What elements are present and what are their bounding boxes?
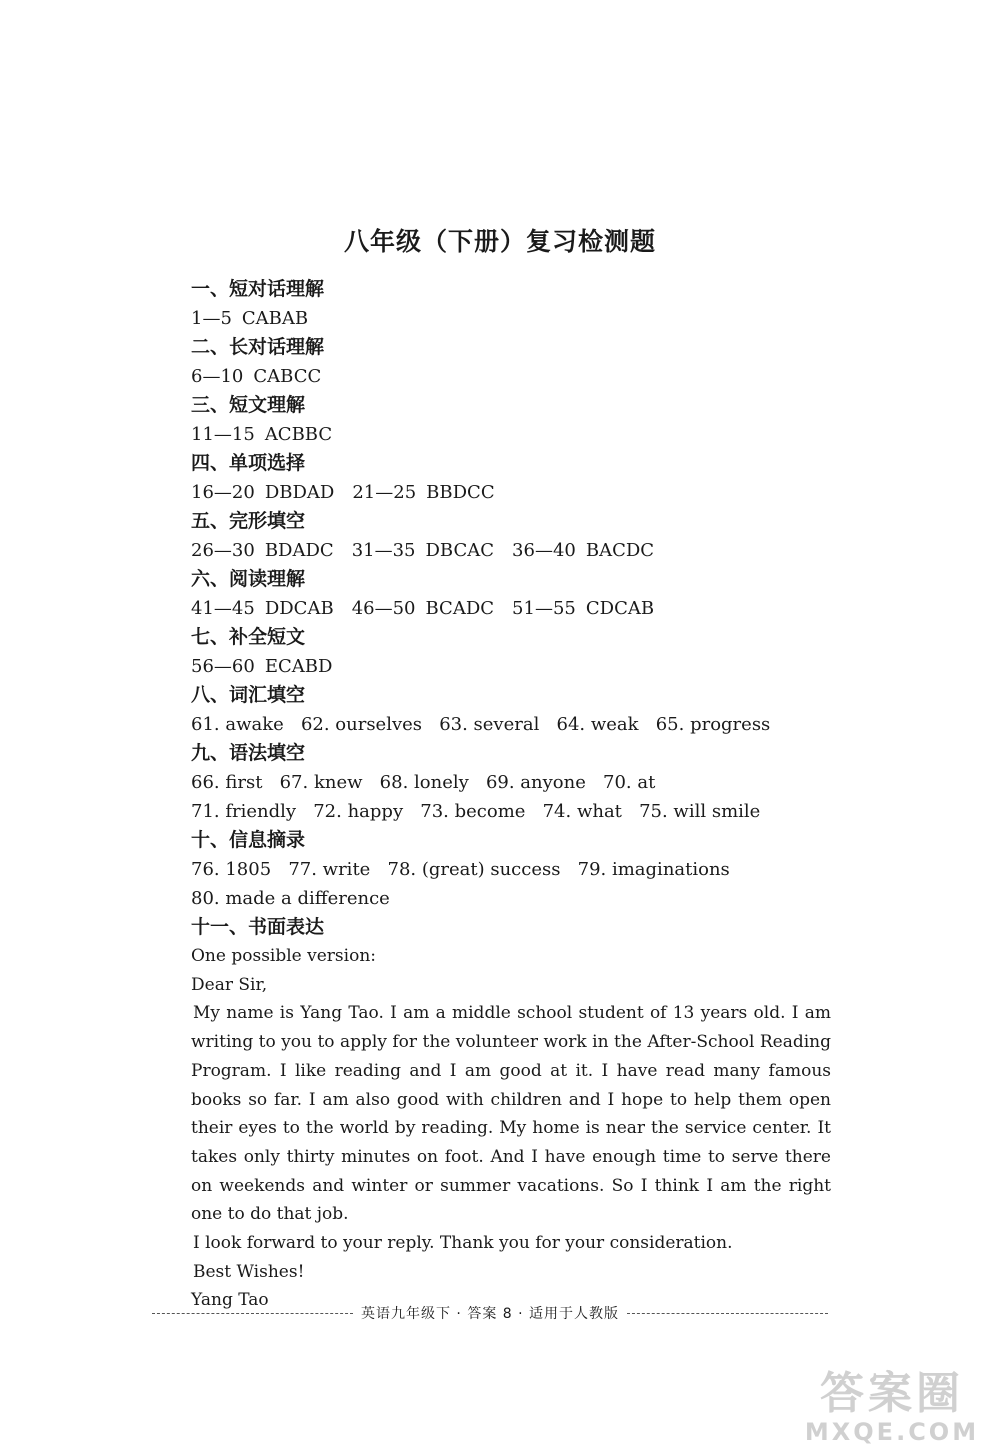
answer-row — [191, 594, 831, 623]
answer-content — [191, 275, 831, 1315]
letter-closing-paragraph: I look forward to your reply. Thank you for your consideration. — [193, 1233, 733, 1254]
page-title: 八年级（下册）复习检测题 — [343, 227, 656, 256]
answer-range: 6—10 — [191, 366, 244, 387]
answer-range: 41—45 — [191, 598, 255, 619]
answer-letters: DDCAB — [264, 598, 334, 619]
answer-range: 1—5 — [191, 308, 232, 329]
answer-range: 16—20 — [191, 482, 255, 503]
section-heading: 一、短对话理解 — [191, 278, 325, 300]
footer-text: 英语九年级下 · 答案 8 · 适用于人教版 — [360, 1306, 620, 1322]
answer-row — [191, 362, 831, 391]
answer-range: 21—25 — [352, 482, 417, 503]
letter-signature: Yang Tao — [191, 1290, 269, 1311]
section-heading: 六、阅读理解 — [191, 568, 306, 590]
section-heading: 三、短文理解 — [191, 394, 306, 416]
answer-range: 26—30 — [191, 540, 255, 561]
answer-letters: DBCAC — [425, 540, 495, 561]
answer-range: 56—60 — [191, 656, 255, 677]
section-heading-writing: 十一、书面表达 — [191, 916, 325, 938]
answer-row — [191, 304, 831, 333]
watermark-url: MXQE.COM — [804, 1418, 980, 1446]
answer-letters: CABCC — [253, 366, 322, 387]
watermark-logo-text: 答案圈 — [820, 1368, 964, 1419]
answer-range: 46—50 — [351, 598, 416, 619]
section-heading: 四、单项选择 — [191, 452, 306, 474]
sample-letter — [191, 942, 831, 1315]
section-heading-grammar: 九、语法填空 — [191, 742, 306, 764]
answer-letters: BACDC — [585, 540, 655, 561]
section-heading-vocab: 八、词汇填空 — [191, 684, 306, 706]
answer-letters: CDCAB — [585, 598, 655, 619]
section-heading: 五、完形填空 — [191, 510, 306, 532]
grammar-answers-2: 71. friendly 72. happy 73. become 74. what 75. will smile — [191, 801, 761, 822]
answer-range: 36—40 — [512, 540, 576, 561]
info-answers-2: 80. made a difference — [191, 888, 390, 909]
answer-letters: BDADC — [264, 540, 334, 561]
section-heading: 七、补全短文 — [191, 626, 306, 648]
footer-divider-right — [627, 1313, 828, 1314]
answer-range: 31—35 — [351, 540, 416, 561]
answer-range: 11—15 — [191, 424, 255, 445]
answer-letters: CABAB — [241, 308, 309, 329]
watermark — [792, 1370, 992, 1446]
info-answers-1: 76. 1805 77. write 78. (great) success 79. imaginations — [191, 859, 730, 880]
answer-letters: DBDAD — [264, 482, 335, 503]
answer-letters: ECABD — [264, 656, 333, 677]
answer-row — [191, 478, 831, 507]
section-heading: 二、长对话理解 — [191, 336, 325, 358]
answer-letters: ACBBC — [264, 424, 333, 445]
page-footer — [152, 1302, 828, 1324]
answer-letters: BBDCC — [426, 482, 495, 503]
letter-salutation: Dear Sir, — [191, 974, 268, 995]
footer-divider-left — [152, 1313, 353, 1314]
answer-range: 51—55 — [512, 598, 576, 619]
letter-body-paragraph: My name is Yang Tao. I am a middle school student of 13 years old. I am writing to you to apply for the volunteer work in the After-School Reading Program. I like reading and I am good at it. I have read many famous books so far. I am also good with children and I hope to help them open their eyes to the world by reading. My home is near the service center. It takes only thirty minutes on foot. And I have enough time to serve there on weekends and winter or summer vacations. So I think I am the right one to do that job. — [191, 1003, 831, 1225]
answer-row — [191, 652, 831, 681]
letter-closing: Best Wishes! — [193, 1261, 305, 1282]
section-heading-info: 十、信息摘录 — [191, 829, 306, 851]
answer-sections — [191, 275, 831, 681]
letter-intro: One possible version: — [191, 946, 376, 966]
answer-row — [191, 420, 831, 449]
answer-row — [191, 536, 831, 565]
answer-letters: BCADC — [425, 598, 495, 619]
grammar-answers-1: 66. first 67. knew 68. lonely 69. anyone 70. at — [191, 772, 656, 793]
vocab-answers: 61. awake 62. ourselves 63. several 64. weak 65. progress — [191, 714, 771, 735]
